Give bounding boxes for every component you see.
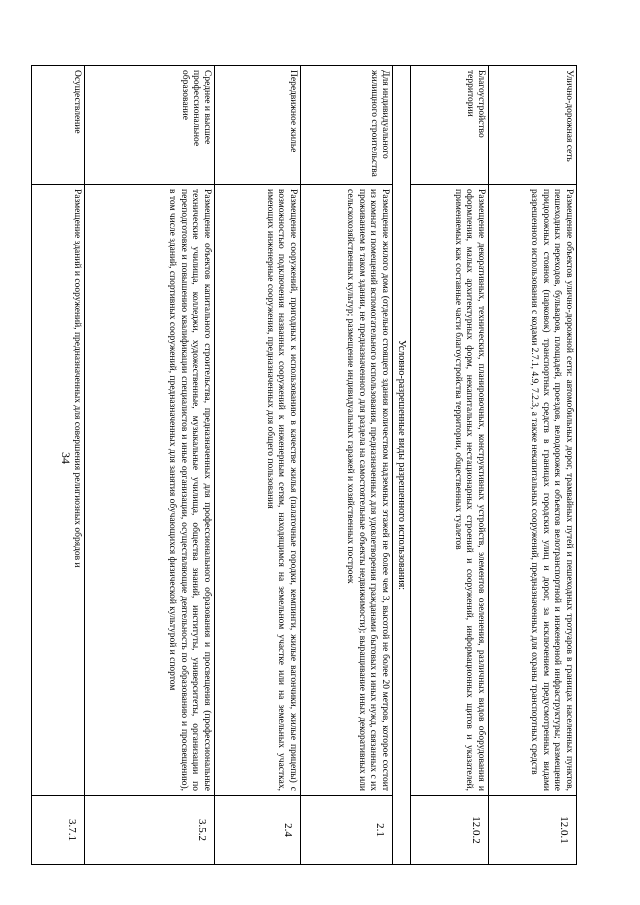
section-heading: Условно-разрешенные виды разрешенного использования:: [393, 66, 411, 865]
use-name-cell: Осуществление: [32, 66, 85, 185]
use-description-cell: Размещение зданий и сооружений, предназначенных для совершения религиозных обрядов и: [32, 185, 85, 796]
use-description-cell: Размещение жилого дома (отдельно стоящего здания количеством надземных этажей не более чем 3, высотой не более 20 метров, которое состоит из комнат и помещений вспомогательного использования, предназначенных для удовлетворения гражданами бытовых и иных нужд, связанных с их проживанием в таком здании, не предназначенного для раздела на самостоятельные объекты недвижимости); выращивание иных декоративных или сельскохозяйственных культур; размещение индивидуальных гаражей и хозяйственных построек: [301, 185, 393, 796]
use-description-cell: Размещение объектов капитального строительства, предназначенных для профессионального образования и просвещения (профессиональные технические училища, колледжи, художественные, музыкальные училища, общества знаний, институты, университеты, организации по переподготовке и повышению квалификации специалистов и иные организации, осуществляющие деятельность по образованию и просвещению), в том числе зданий, спортивных сооружений, предназначенных для занятия обучающихся физической культурой и спортом: [85, 185, 215, 796]
table-row: [489, 66, 577, 865]
table-row: [411, 66, 489, 865]
land-use-table-rotated: [32, 65, 577, 865]
use-description-cell: Размещение сооружений, пригодных к использованию в качестве жилья (палаточные городки, кемпинги, жилые вагончики, жилые прицепы) с возможностью подключения названных сооружений к инженерным сетям, находящимся на земельном участке или на земельных участках, имеющих инженерные сооружения, предназначенных для общего пользования: [215, 185, 301, 796]
table-row: [85, 66, 215, 865]
table-row: [301, 66, 393, 865]
section-header-row: [393, 66, 411, 865]
table-row: [215, 66, 301, 865]
use-code-cell: 3.7.1: [32, 796, 85, 865]
use-code-cell: 2.1: [301, 796, 393, 865]
use-code-cell: 3.5.2: [85, 796, 215, 865]
use-description-cell: Размещение декоративных, технических, планировочных, конструктивных устройств, элементов озеленения, различных видов оборудования и оформления, малых архитектурных форм, некапитальных нестационарных строений и сооружений, информационных щитов и указателей, применяемых как составные части благоустройства территории, общественных туалетов: [411, 185, 489, 796]
use-name-cell: Передвижное жилье: [215, 66, 301, 185]
use-name-cell: Благоустройство территории: [411, 66, 489, 185]
use-code-cell: 2.4: [215, 796, 301, 865]
use-code-cell: 12.0.2: [411, 796, 489, 865]
page-number: 34: [59, 452, 73, 464]
table-row: [32, 66, 85, 865]
use-name-cell: Улично-дорожная сеть: [489, 66, 577, 185]
use-description-cell: Размещение объектов улично-дорожной сети: автомобильных дорог, трамвайных путей и пешеходных тротуаров в границах населенных пунктов, пешеходных переходов, бульваров, площадей, проездов, велодорожек и объектов велотранспортной и инженерной инфраструктуры; размещение придорожных стоянок (парковок) транспортных средств в границах городских улиц и дорог, за исключением предусмотренных видами разрешенного использования с кодами 2.7.1, 4.9, 7.2.3, а также некапитальных сооружений, предназначенных для охраны транспортных средств: [489, 185, 577, 796]
use-name-cell: Для индивидуального жилищного строительства: [301, 66, 393, 185]
use-code-cell: 12.0.1: [489, 796, 577, 865]
land-use-table: [31, 65, 577, 865]
use-name-cell: Среднее и высшее профессиональное образование: [85, 66, 215, 185]
